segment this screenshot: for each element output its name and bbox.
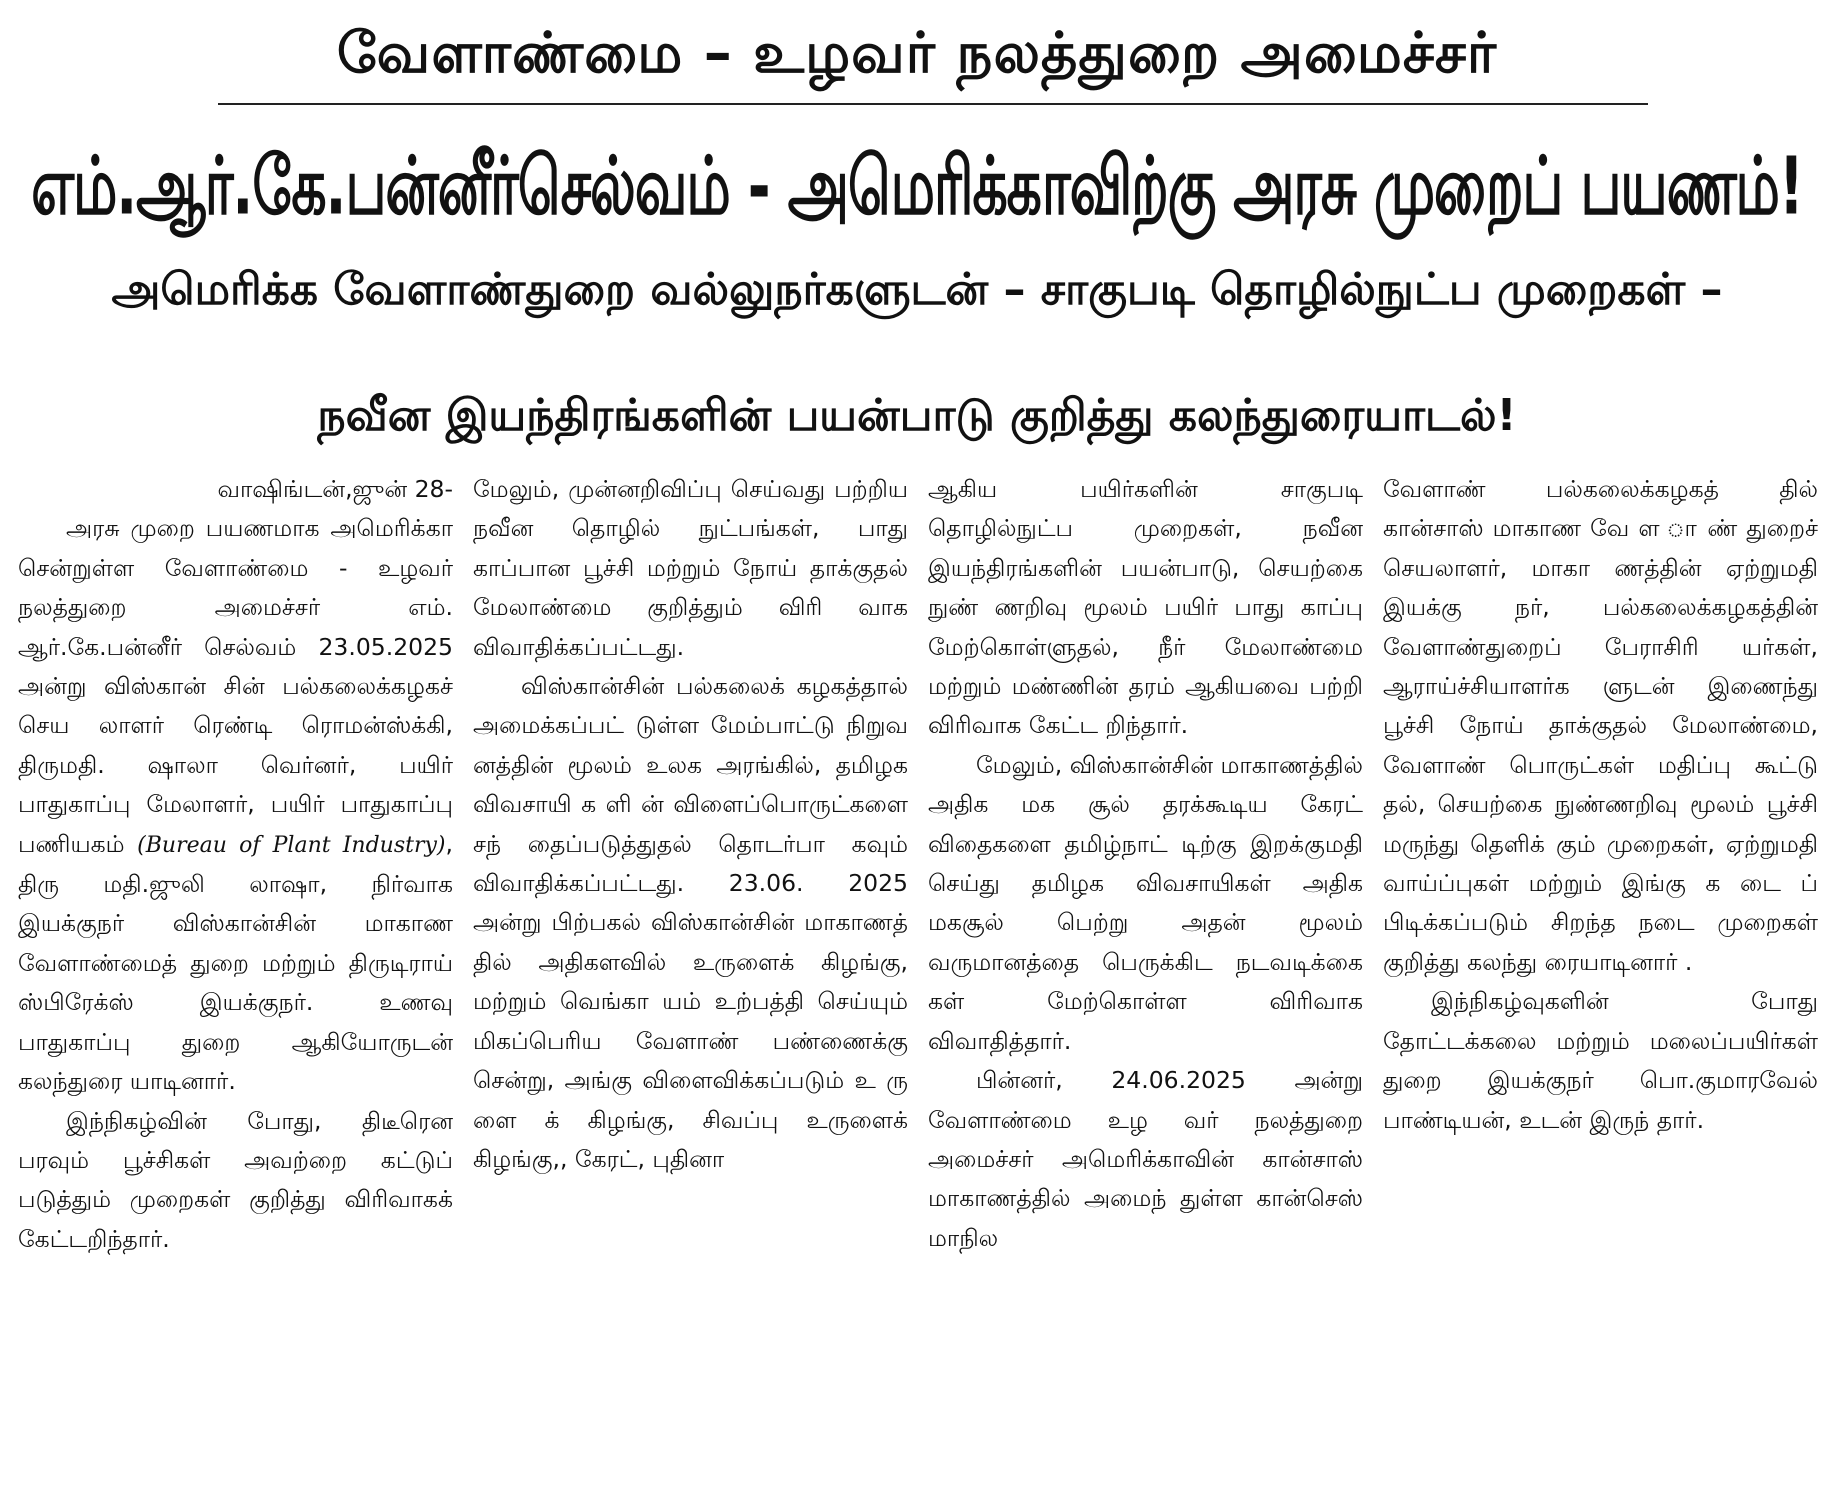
subheadline-line-1: அமெரிக்க வேளாண்துறை வல்லுநர்களுடன் – சாகுபடி தொழில்நுட்ப முறைகள் – [111,264,1723,315]
article-column-4 [1373,470,1828,1506]
paragraph-text: அரசு முறை பயணமாக அமெரிக்கா சென்றுள்ள வேளாண்மை - உழவர் நலத்துறை அமைச்சர் எம். ஆர்.கே.பன்னீர் செல்வம் 23.05.2025 அன்று விஸ்கான் சின் பல்கலைக்கழகச் செய லாளர் ரெண்டி ரொமன்ஸ்க்கி, திருமதி. ஷாலா வெர்னர், பயிர் பாதுகாப்பு மேலாளர், பயிர் பாதுகாப்பு பணியகம் [18,514,453,858]
subheadline-line-2: நவீன இயந்திரங்களின் பயன்பாடு குறித்து கலந்துரையாடல்! [317,390,1517,441]
dateline: வாஷிங்டன்,ஜுன் 28- [217,475,453,503]
article-body [8,470,1828,1506]
paragraph: மேலும், முன்னறிவிப்பு செய்வது பற்றிய நவீன தொழில் நுட்பங்கள், பாது காப்பான பூச்சி மற்றும் நோய் தாக்குதல் மேலாண்மை குறித்தும் விரி வாக விவாதிக்கப்பட்டது. [473,475,908,661]
paragraph: இந்நிகழ்வுகளின் போது தோட்டக்கலை மற்றும் மலைப்பயிர்கள் துறை இயக்குநர் பொ.குமாரவேல் பாண்டியன், உடன் இருந் தார். [1383,987,1818,1134]
paragraph: விஸ்கான்சின் பல்கலைக் கழகத்தால் அமைக்கப்பட் டுள்ள மேம்பாட்டு நிறுவ னத்தின் மூலம் உலக அரங்கில், தமிழக விவசாயி க ளி ன் விளைப்பொருட்களை சந் தைப்படுத்துதல் தொடர்பா கவும் விவாதிக்கப்பட்டது. 23.06. 2025 அன்று பிற்பகல் விஸ்கான்சின் மாகாணத் தில் அதிகளவில் உருளைக் கிழங்கு, மற்றும் வெங்கா யம் உற்பத்தி செய்யும் மிகப்பெரிய வேளாண் பண்ணைக்கு சென்று, அங்கு விளைவிக்கப்படும் உ ரு ளை க் கிழங்கு, சிவப்பு உருளைக் கிழங்கு,, கேரட், புதினா [473,672,908,1173]
paragraph: இந்நிகழ்வின் போது, திடீரென பரவும் பூச்சிகள் அவற்றை கட்டுப் படுத்தும் முறைகள் குறித்து விரிவாகக் கேட்டறிந்தார். [18,1106,453,1253]
paragraph: ஆகிய பயிர்களின் சாகுபடி தொழில்நுட்ப முறைகள், நவீன இயந்திரங்களின் பயன்பாடு, செயற்கை நுண் ணறிவு மூலம் பயிர் பாது காப்பு மேற்கொள்ளுதல், நீர் மேலாண்மை மற்றும் மண்ணின் தரம் ஆகியவை பற்றி விரிவாக கேட்ட றிந்தார். [928,475,1363,740]
article-column-3 [918,470,1373,1506]
paragraph: மேலும், விஸ்கான்சின் மாகாணத்தில் அதிக மக சூல் தரக்கூடிய கேரட் விதைகளை தமிழ்நாட் டிற்கு இறக்குமதி செய்து தமிழக விவசாயிகள் அதிக மகசூல் பெற்று அதன் மூலம் வருமானத்தை பெருக்கிட நடவடிக்கை கள் மேற்கொள்ள விரிவாக விவாதித்தார். [928,750,1363,1055]
bureau-name-english: (Bureau of Plant Industry) [137,832,446,858]
paragraph [18,509,453,1101]
paragraph-text: , திரு மதி.ஜுலி லாஷா, நிர்வாக இயக்குநர் விஸ்கான்சின் மாகாண வேளாண்மைத் துறை மற்றும் திருடிராய் ஸ்பிரேக்ஸ் இயக்குநர். உணவு பாதுகாப்பு துறை ஆகியோருடன் கலந்துரை யாடினார். [18,829,453,1096]
kicker-title: வேளாண்மை – உழவர் நலத்துறை அமைச்சர் [336,21,1498,86]
paragraph: பின்னர், 24.06.2025 அன்று வேளாண்மை உழ வர் நலத்துறை அமைச்சர் அமெரிக்காவின் கான்சாஸ் மாகாணத்தில் அமைந் துள்ள கான்செஸ் மாநில [928,1066,1363,1252]
article-column-1 [8,470,463,1506]
headline: எம்.ஆர்.கே.பன்னீர்செல்வம் - அமெரிக்காவிற்கு அரசு முறைப் பயணம்! [31,139,1803,233]
paragraph: வேளாண் பல்கலைக்கழகத் தில் கான்சாஸ் மாகாண வே ள ா ண் துறைச் செயலாளர், மாகா ணத்தின் ஏற்றுமதி இயக்கு நர், பல்கலைக்கழகத்தின் வேளாண்துறைப் பேராசிரி யர்கள், ஆராய்ச்சியாளர்க ளுடன் இணைந்து பூச்சி நோய் தாக்குதல் மேலாண்மை, வேளாண் பொருட்கள் மதிப்பு கூட்டு தல், செயற்கை நுண்ணறிவு மூலம் பூச்சி மருந்து தெளிக் கும் முறைகள், ஏற்றுமதி வாய்ப்புகள் மற்றும் இங்கு க டை ப் பிடிக்கப்படும் சிறந்த நடை முறைகள் குறித்து கலந்து ரையாடினார் . [1383,475,1818,976]
article-column-2 [463,470,918,1506]
